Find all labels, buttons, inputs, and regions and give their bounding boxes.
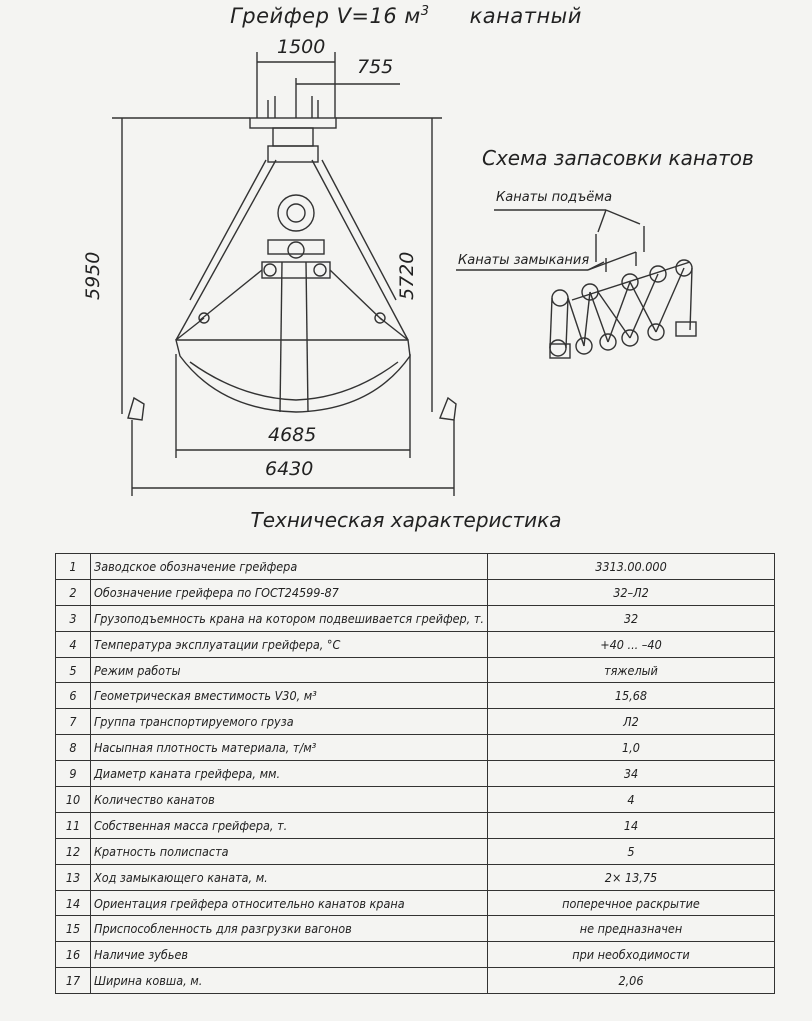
spec-description: Количество канатов (91, 787, 488, 813)
spec-value: не предназначен (487, 916, 774, 942)
table-row (56, 942, 775, 968)
specs-table (55, 553, 775, 994)
spec-number: 16 (56, 942, 91, 968)
right-arm (312, 160, 408, 340)
spec-description: Ширина ковша, м. (91, 968, 488, 994)
spec-number: 3 (56, 605, 91, 631)
label-lift-ropes: Канаты подъёма (496, 190, 613, 205)
spec-number: 8 (56, 735, 91, 761)
central-beam (280, 262, 282, 412)
spec-value: 2× 13,75 (487, 864, 774, 890)
spec-number: 12 (56, 838, 91, 864)
table-row (56, 735, 775, 761)
spec-number: 13 (56, 864, 91, 890)
title-main: Грейфер V=16 м (230, 4, 421, 28)
table-title: Техническая характеристика (250, 508, 562, 532)
table-row (56, 812, 775, 838)
main-pulley (278, 195, 314, 231)
spec-number: 1 (56, 554, 91, 580)
spec-value: 2,06 (487, 968, 774, 994)
spec-description: Обозначение грейфера по ГОСТ24599-87 (91, 579, 488, 605)
dim-5720: 5720 (396, 251, 418, 300)
spec-number: 11 (56, 812, 91, 838)
spec-value: 5 (487, 838, 774, 864)
spec-description: Насыпная плотность материала, т/м³ (91, 735, 488, 761)
spec-value: при необходимости (487, 942, 774, 968)
spec-description: Группа транспортируемого груза (91, 709, 488, 735)
spec-value: 1,0 (487, 735, 774, 761)
table-row (56, 683, 775, 709)
spec-value: Л2 (487, 709, 774, 735)
top-head (268, 146, 318, 162)
dim-6430: 6430 (265, 458, 314, 480)
top-crossbar (250, 118, 336, 128)
table-row (56, 579, 775, 605)
title-suffix: канатный (469, 4, 582, 28)
spec-description: Кратность полиспаста (91, 838, 488, 864)
dim-1500: 1500 (277, 36, 326, 58)
spec-number: 14 (56, 890, 91, 916)
dim-5950: 5950 (82, 251, 104, 300)
reeving-scheme (456, 210, 696, 358)
spec-number: 17 (56, 968, 91, 994)
spec-description: Температура эксплуатации грейфера, °С (91, 631, 488, 657)
spec-number: 6 (56, 683, 91, 709)
spec-number: 4 (56, 631, 91, 657)
table-row (56, 787, 775, 813)
spec-value: +40 ... –40 (487, 631, 774, 657)
spec-description: Грузоподъемность крана на котором подвешивается грейфер, т. (91, 605, 488, 631)
spec-value: 32–Л2 (487, 579, 774, 605)
spec-value: поперечное раскрытие (487, 890, 774, 916)
spec-description: Геометрическая вместимость V30, м³ (91, 683, 488, 709)
table-row (56, 605, 775, 631)
spec-description: Ориентация грейфера относительно канатов крана (91, 890, 488, 916)
dim-4685: 4685 (268, 424, 317, 446)
table-row (56, 864, 775, 890)
spec-value: 4 (487, 787, 774, 813)
spec-description: Режим работы (91, 657, 488, 683)
spec-description: Приспособленность для разгрузки вагонов (91, 916, 488, 942)
spec-value: тяжелый (487, 657, 774, 683)
table-row (56, 916, 775, 942)
table-row (56, 554, 775, 580)
spec-description: Заводское обозначение грейфера (91, 554, 488, 580)
spec-value: 14 (487, 812, 774, 838)
table-row (56, 709, 775, 735)
spec-number: 15 (56, 916, 91, 942)
spec-value: 32 (487, 605, 774, 631)
dim-755: 755 (357, 56, 394, 78)
spec-number: 5 (56, 657, 91, 683)
scheme-title: Схема запасовки канатов (482, 146, 754, 170)
open-jaw-left (128, 398, 144, 420)
left-arm (176, 160, 276, 340)
spec-description: Ход замыкающего каната, м. (91, 864, 488, 890)
spec-value: 3313.00.000 (487, 554, 774, 580)
spec-description: Диаметр каната грейфера, мм. (91, 761, 488, 787)
spec-value: 34 (487, 761, 774, 787)
spec-number: 10 (56, 787, 91, 813)
table-row (56, 890, 775, 916)
spec-number: 9 (56, 761, 91, 787)
open-jaw-right (440, 398, 456, 420)
spec-description: Наличие зубьев (91, 942, 488, 968)
table-row (56, 631, 775, 657)
spec-value: 15,68 (487, 683, 774, 709)
spec-number: 2 (56, 579, 91, 605)
label-closing-ropes: Канаты замыкания (458, 253, 590, 268)
table-row (56, 761, 775, 787)
table-row (56, 657, 775, 683)
title-sup: 3 (420, 4, 430, 19)
spec-number: 7 (56, 709, 91, 735)
table-row (56, 968, 775, 994)
table-row (56, 838, 775, 864)
spec-description: Собственная масса грейфера, т. (91, 812, 488, 838)
